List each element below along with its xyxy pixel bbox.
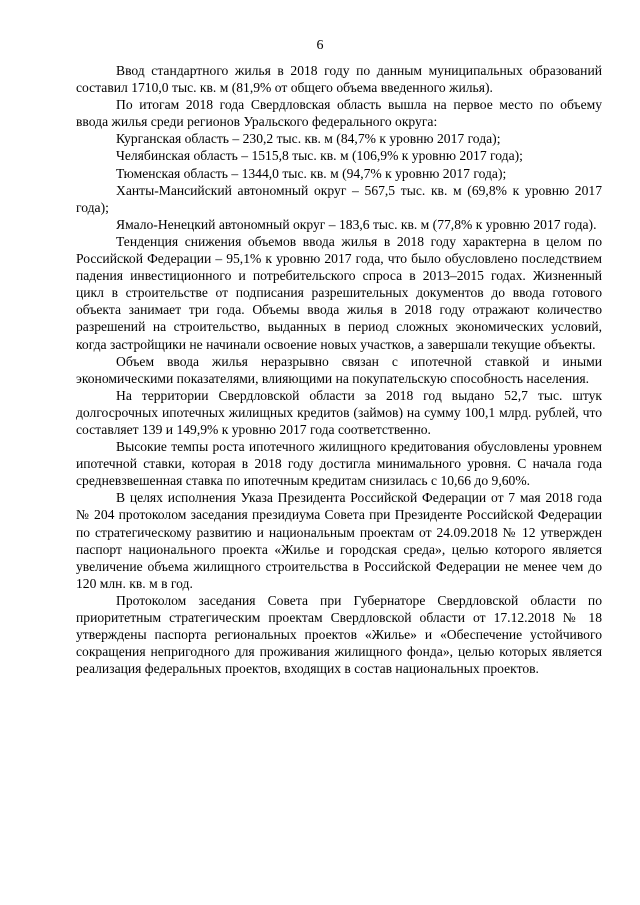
document-body xyxy=(76,62,602,677)
paragraph-standard-housing: Ввод стандартного жилья в 2018 году по данным муниципальных образований составил 1710,0 тыс. кв. м (81,9% от общего объема введенного жилья). xyxy=(76,63,602,96)
paragraph-mortgage-rate-link: Объем ввода жилья неразрывно связан с ипотечной ставкой и иными экономическими показателями, влияющими на покупательскую способность населения. xyxy=(76,353,602,386)
list-item-khanty-mansi: Ханты-Мансийский автономный округ – 567,5 тыс. кв. м (69,8% к уровню 2017 года); xyxy=(76,182,602,215)
paragraph-national-project: В целях исполнения Указа Президента Российской Федерации от 7 мая 2018 года № 204 протоколом заседания президиума Совета при Президенте Российской Федерации по стратегическому развитию и национальным проектам от 24.09.2018 № 12 утвержден паспорт национального проекта «Жилье и городская среда», целью которого является увеличение объема жилищного строительства в Российской Федерации не менее чем до 120 млн. кв. м в год. xyxy=(76,490,602,591)
paragraph-mortgage-loans: На территории Свердловской области за 2018 год выдано 52,7 тыс. штук долгосрочных ипотечных жилищных кредитов (займов) на сумму 100,1 млрд. рублей, что составляет 139 и 149,9% к уровню 2017 года соответственно. xyxy=(76,387,602,437)
list-item-yamalo-nenets: Ямало-Ненецкий автономный округ – 183,6 тыс. кв. м (77,8% к уровню 2017 года). xyxy=(116,216,597,232)
list-item-chelyabinsk: Челябинская область – 1515,8 тыс. кв. м (106,9% к уровню 2017 года); xyxy=(116,148,523,164)
list-item-kurgan: Курганская область – 230,2 тыс. кв. м (84,7% к уровню 2017 года); xyxy=(116,131,501,147)
page-number: 6 xyxy=(316,38,324,53)
paragraph-region-ranking: По итогам 2018 года Свердловская область вышла на первое место по объему ввода жилья среди регионов Уральского федерального округа: xyxy=(76,97,602,130)
list-item-tyumen: Тюменская область – 1344,0 тыс. кв. м (94,7% к уровню 2017 года); xyxy=(116,165,507,181)
paragraph-regional-projects: Протоколом заседания Совета при Губернаторе Свердловской области по приоритетным стратегическим проектам Свердловской области от 17.12.2018 № 18 утверждены паспорта региональных проектов «Жилье» и «Обеспечение устойчивого сокращения непригодного для проживания жилищного фонда», целью которых является реализация федеральных проектов, входящих в состав национальных проектов. xyxy=(76,592,602,677)
paragraph-decline-trend: Тенденция снижения объемов ввода жилья в 2018 году характерна в целом по Российской Федерации – 95,1% к уровню 2017 года, что было обусловлено последствием падения инвестиционного и потребительского спроса в 2013–2015 годах. Жизненный цикл в строительстве от подписания разрешительных документов до ввода готового объекта занимает три года. Объемы ввода жилья в 2018 году отражают количество разрешений на строительство, выданных в период сложных экономических условий, когда застройщики не начинали освоение новых участков, а завершали текущие объекты. xyxy=(76,233,602,352)
paragraph-mortgage-growth: Высокие темпы роста ипотечного жилищного кредитования обусловлены уровнем ипотечной ставки, которая в 2018 году достигла минимального уровня. С начала года средневзвешенная ставка по ипотечным кредитам снизилась с 10,66 до 9,60%. xyxy=(76,439,602,489)
